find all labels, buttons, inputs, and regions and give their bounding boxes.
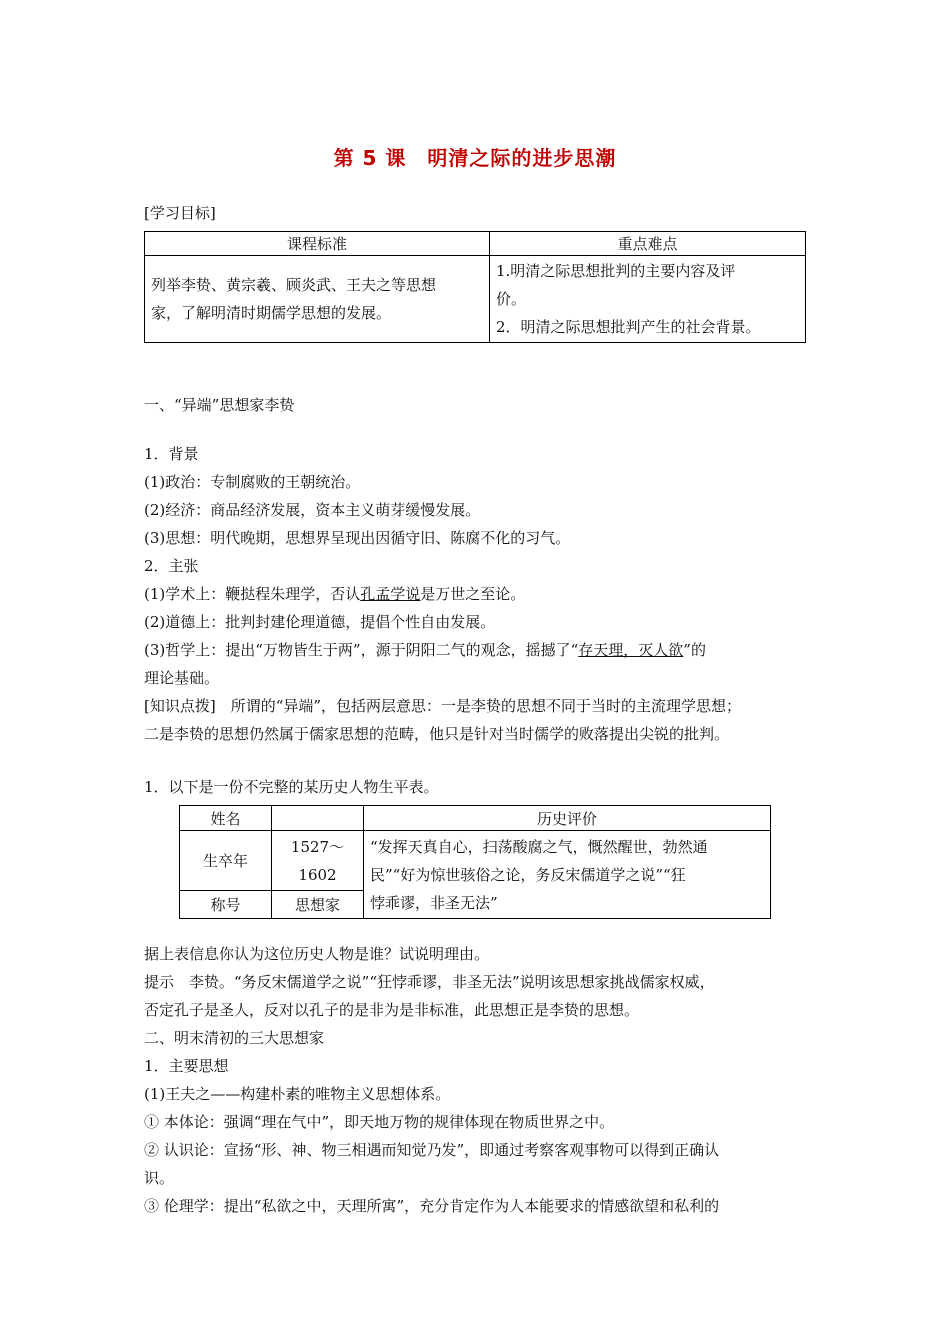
years-value: 1527～ 1602 [272, 831, 364, 891]
claim-moral: (2)道德上：批判封建伦理道德，提倡个性自由发展。 [144, 613, 496, 631]
standard-cell [145, 256, 490, 343]
key-line: 2．明清之际思想批判产生的社会背景。 [496, 318, 761, 336]
key-points-cell [490, 256, 806, 343]
ethics: ③ 伦理学：提出“私欲之中，天理所寓”，充分肯定作为人本能要求的情感欲望和私利的 [144, 1197, 720, 1215]
question-intro: 1．以下是一份不完整的某历史人物生平表。 [144, 778, 439, 796]
title-label: 称号 [180, 891, 272, 919]
key-line: 1.明清之际思想批判的主要内容及评 [496, 262, 736, 280]
hint-text: 提示 李贽。“务反宋儒道学之说”“狂悖乖谬，非圣无法”说明该思想家挑战儒家权威， [144, 973, 715, 991]
standard-line: 列举李贽、黄宗羲、顾炎武、王夫之等思想 [151, 276, 437, 294]
ontology: ① 本体论：强调“理在气中”，即天地万物的规律体现在物质世界之中。 [144, 1113, 615, 1131]
standard-line: 家，了解明清时期儒学思想的发展。 [151, 304, 392, 322]
epistemology: ② 认识论：宣扬“形、神、物三相遇而知觉乃发”，即通过考察客观事物可以得到正确认 [144, 1141, 720, 1159]
name-value [272, 806, 364, 831]
claim-philosophy-cont: 理论基础。 [144, 669, 220, 687]
learning-goals-table [144, 231, 806, 343]
epistemology-cont: 识。 [144, 1169, 175, 1187]
key-line: 价。 [496, 290, 527, 308]
section2-heading: 二、明末清初的三大思想家 [144, 1029, 325, 1047]
title-value: 思想家 [272, 891, 364, 919]
header-key-points: 重点难点 [490, 232, 806, 256]
claim-philosophy: (3)哲学上：提出“万物皆生于两”，源于阴阳二气的观念，摇撼了“存天理，灭人欲”的 [144, 641, 706, 659]
claims-title: 2．主张 [144, 557, 199, 575]
hint-text-cont: 否定孔子是圣人，反对以孔子的是非为是非标准，此思想正是李贽的思想。 [144, 1001, 640, 1019]
biography-table [179, 805, 771, 919]
goals-label: [学习目标] [144, 204, 216, 222]
background-thought: (3)思想：明代晚期，思想界呈现出因循守旧、陈腐不化的习气。 [144, 529, 571, 547]
page-title: 第 5 课 明清之际的进步思潮 [333, 146, 617, 170]
years-label: 生卒年 [180, 831, 272, 891]
background-politics: (1)政治：专制腐败的王朝统治。 [144, 473, 361, 491]
name-label: 姓名 [180, 806, 272, 831]
eval-label: 历史评价 [364, 806, 771, 831]
header-standard: 课程标准 [145, 232, 490, 256]
section1-heading: 一、“异端”思想家李贽 [144, 396, 295, 414]
claim-academic: (1)学术上：鞭挞程朱理学，否认孔孟学说是万世之至论。 [144, 585, 526, 603]
eval-text: “发挥天真自心，扫荡酸腐之气，慨然醒世，勃然通 民”“好为惊世骇俗之论，务反宋儒道学之说”“狂 悖乖谬，非圣无法” [364, 831, 771, 919]
knowledge-tip-cont: 二是李贽的思想仍然属于儒家思想的范畴，他只是针对当时儒学的败落提出尖锐的批判。 [144, 725, 730, 743]
wang-fuzhi: (1)王夫之——构建朴素的唯物主义思想体系。 [144, 1085, 451, 1103]
knowledge-tip: [知识点拨] 所谓的“异端”，包括两层意思：一是李贽的思想不同于当时的主流理学思想； [144, 697, 742, 715]
main-thought-title: 1．主要思想 [144, 1057, 229, 1075]
background-economy: (2)经济：商品经济发展，资本主义萌芽缓慢发展。 [144, 501, 481, 519]
background-title: 1．背景 [144, 445, 199, 463]
question-text: 据上表信息你认为这位历史人物是谁？试说明理由。 [144, 945, 490, 963]
